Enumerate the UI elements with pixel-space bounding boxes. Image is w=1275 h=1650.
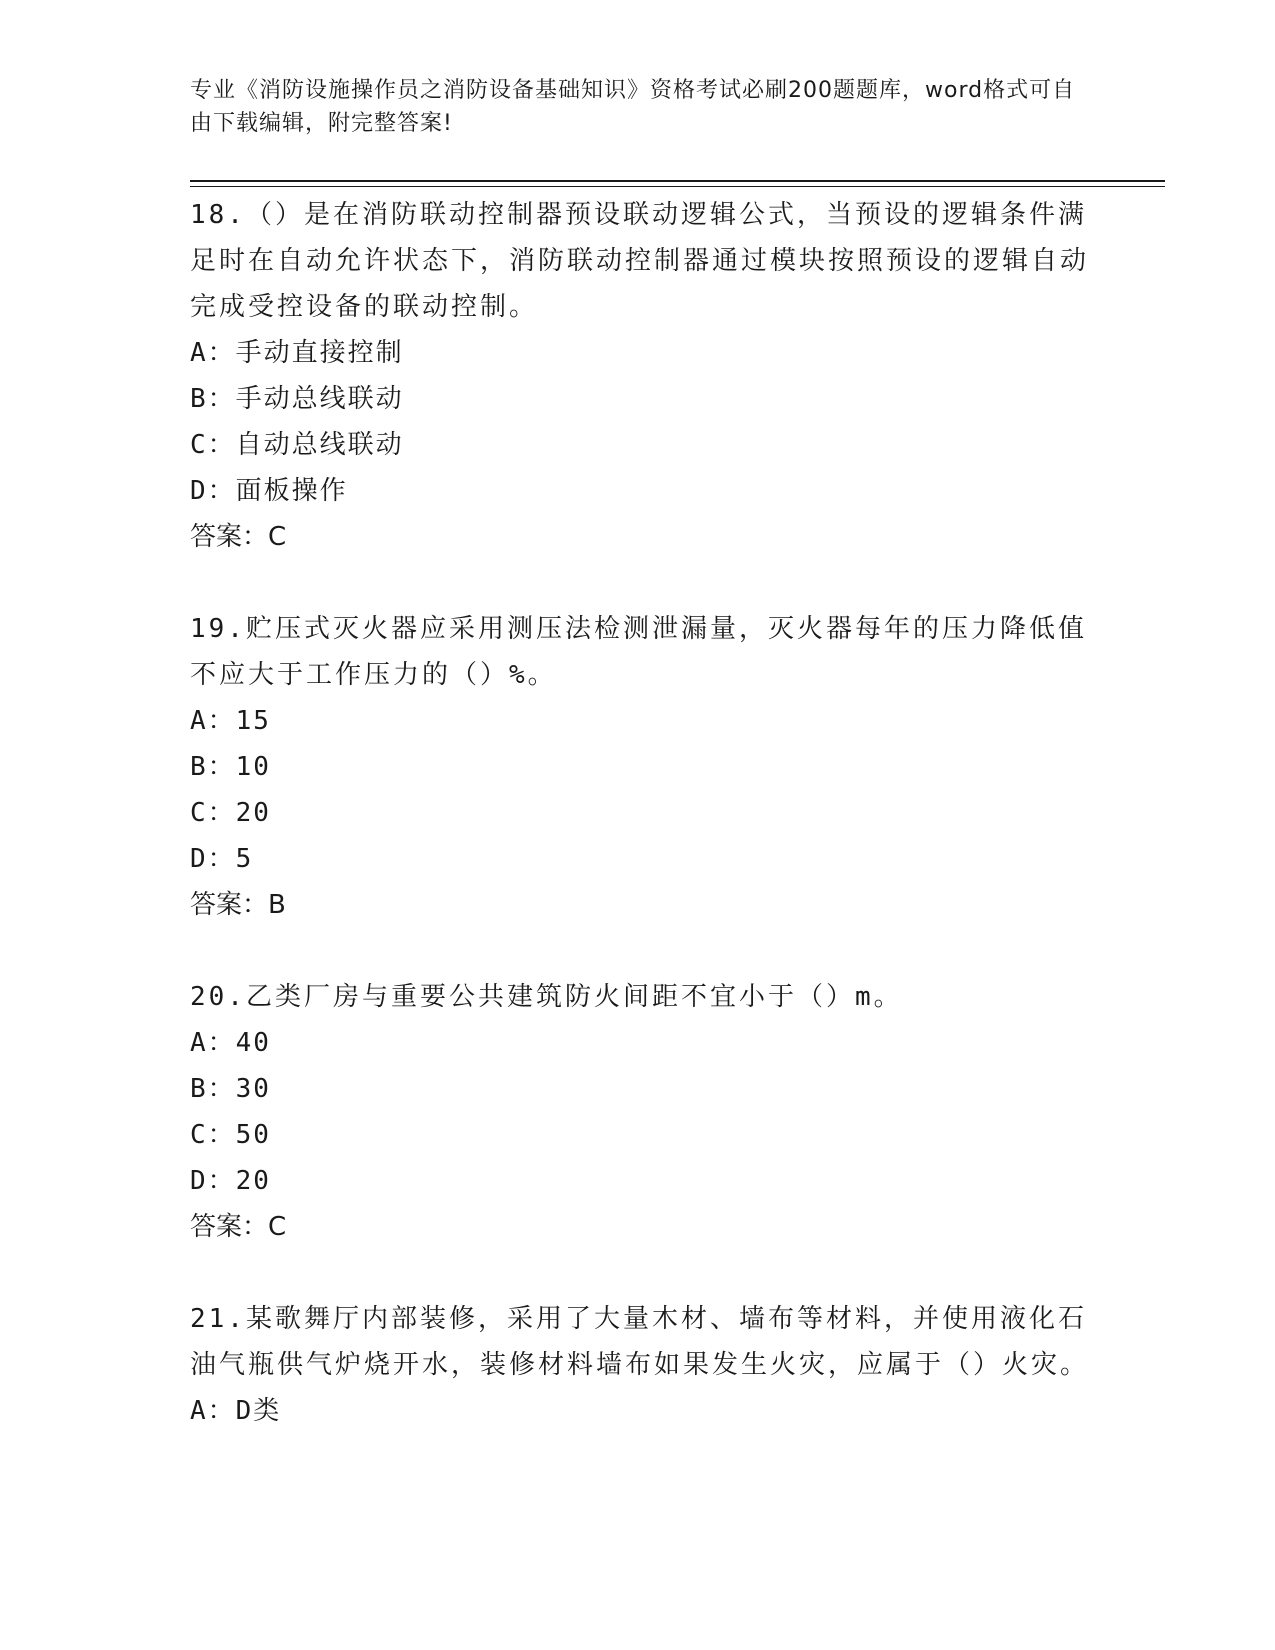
option-a: A：40	[190, 1028, 271, 1058]
option-d: D：5	[190, 844, 254, 874]
option-c: C：50	[190, 1120, 271, 1150]
option-b: B：手动总线联动	[190, 384, 404, 414]
question-stem: 21.某歌舞厅内部装修，采用了大量木材、墙布等材料，并使用液化石油气瓶供气炉烧开水，装修材料墙布如果发生火灾，应属于（）火灾。	[190, 1304, 1090, 1380]
answer: 答案：C	[190, 1212, 287, 1242]
question-20	[190, 974, 1090, 1250]
answer: 答案：C	[190, 522, 287, 552]
question-21	[190, 1296, 1090, 1434]
question-stem: 20.乙类厂房与重要公共建筑防火间距不宜小于（）m。	[190, 982, 903, 1012]
option-b: B：30	[190, 1074, 271, 1104]
header-rule-thin	[190, 186, 1165, 187]
document-header: 专业《消防设施操作员之消防设备基础知识》资格考试必刷200题题库，word格式可自由下载编辑，附完整答案!	[190, 78, 1076, 136]
option-b: B：10	[190, 752, 271, 782]
question-list	[190, 192, 1090, 1480]
option-a: A：15	[190, 706, 271, 736]
question-stem: 18.（）是在消防联动控制器预设联动逻辑公式，当预设的逻辑条件满足时在自动允许状态下，消防联动控制器通过模块按照预设的逻辑自动完成受控设备的联动控制。	[190, 200, 1090, 322]
option-c: C：20	[190, 798, 271, 828]
option-d: D：面板操作	[190, 476, 348, 506]
question-stem: 19.贮压式灭火器应采用测压法检测泄漏量，灭火器每年的压力降低值不应大于工作压力的（）%。	[190, 614, 1087, 690]
answer: 答案：B	[190, 890, 286, 920]
option-c: C：自动总线联动	[190, 430, 404, 460]
question-19	[190, 606, 1090, 928]
header-rule-thick	[190, 180, 1165, 182]
option-d: D：20	[190, 1166, 271, 1196]
option-a: A：手动直接控制	[190, 338, 404, 368]
question-18	[190, 192, 1090, 560]
option-a: A：D类	[190, 1396, 282, 1426]
